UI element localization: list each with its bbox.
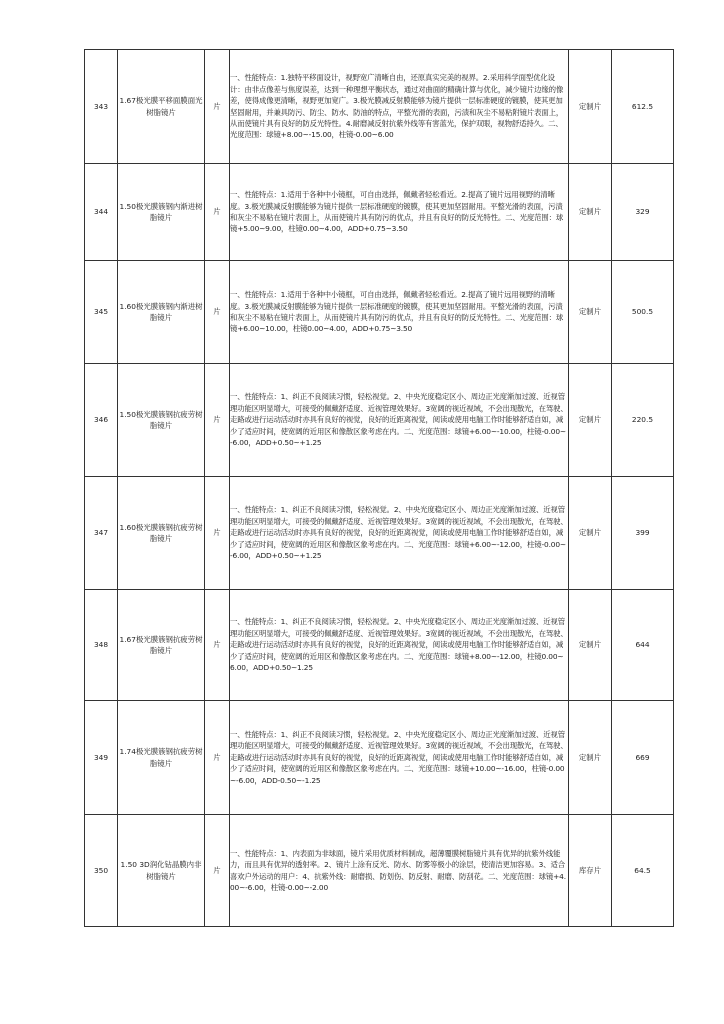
unit-price: 669	[612, 701, 674, 815]
product-name: 1.74极光膜簇钢抗疲劳树脂镜片	[118, 701, 205, 815]
unit: 片	[205, 364, 230, 477]
item-number: 343	[85, 50, 118, 164]
product-name: 1.60极光膜簇钢内渐进树脂镜片	[118, 261, 205, 364]
unit: 片	[205, 164, 230, 261]
unit: 片	[205, 701, 230, 815]
item-number: 349	[85, 701, 118, 815]
unit-price: 220.5	[612, 364, 674, 477]
unit-price: 399	[612, 477, 674, 590]
product-name: 1.60极光膜簇钢抗疲劳树脂镜片	[118, 477, 205, 590]
lens-type: 定制片	[569, 164, 612, 261]
product-description: 一、性能特点：1.适用于各种中小镜框，可自由选择，佩戴者轻松看近。2.提高了镜片远用视野的清晰度。3.极光膜减反射膜能够为镜片提供一层标准硬度的镀膜，使其更加坚固耐用。平整光滑的表面，污渍和灰尘不易粘在镜片表面上，从而使镜片具有防污的优点，并且有良好的防反光特性。二、光度范围：球镜+6.00~10.00，柱镜0.00~4.00，ADD+0.75~3.50	[230, 261, 569, 364]
table-row	[85, 815, 674, 927]
lens-type: 定制片	[569, 590, 612, 701]
table-row	[85, 701, 674, 815]
unit: 片	[205, 50, 230, 164]
lens-type: 定制片	[569, 477, 612, 590]
product-name: 1.67极光膜簇钢抗疲劳树脂镜片	[118, 590, 205, 701]
product-description: 一、性能特点：1、纠正不良阅读习惯，轻松视觉。2、中央光度稳定区小、周边正光度渐加过渡、近视管理功能区明显增大，可接受的佩戴舒适度、近视管理效果好。3宽阔的视近视域，不会出现散光，在驾驶、走路或进行运动活动时亦具有良好的视觉，良好的近距离视觉，阅读或使用电脑工作时能够舒适自如，减少了适应时间，使宽阔的近用区和像散区象考虑在内。二、光度范围：球镜+8.00~-12.00，柱镜0.00~6.00，ADD+0.50~1.25	[230, 590, 569, 701]
product-price-table	[84, 49, 674, 927]
unit-price: 612.5	[612, 50, 674, 164]
table-row	[85, 590, 674, 701]
product-name: 1.50极光膜簇钢内渐进树脂镜片	[118, 164, 205, 261]
product-description: 一、性能特点：1、内表面为非球面，镜片采用优质材料制成，超薄覆膜树脂镜片具有优异的抗紫外线能力，而且具有优异的透射率。2、镜片上涂有反光、防水、防雾等极小的涂层，使清洁更加容易。3、适合喜欢户外运动的用户：4、抗紫外线：耐磨损、防划伤、防反射、耐磨、防刮花。二、光度范围：球镜+4.00~-6.00，柱镜-0.00~-2.00	[230, 815, 569, 927]
item-number: 347	[85, 477, 118, 590]
unit: 片	[205, 590, 230, 701]
unit-price: 644	[612, 590, 674, 701]
lens-type: 库存片	[569, 815, 612, 927]
product-name: 1.50极光膜簇钢抗疲劳树脂镜片	[118, 364, 205, 477]
item-number: 344	[85, 164, 118, 261]
table-row	[85, 477, 674, 590]
table-row	[85, 164, 674, 261]
table-row	[85, 364, 674, 477]
unit-price: 64.5	[612, 815, 674, 927]
unit: 片	[205, 815, 230, 927]
item-number: 346	[85, 364, 118, 477]
product-description: 一、性能特点：1、纠正不良阅读习惯，轻松视觉。2、中央光度稳定区小、周边正光度渐加过渡、近视管理功能区明显增大，可接受的佩戴舒适度、近视管理效果好。3宽阔的视近视域，不会出现散光，在驾驶、走路或进行运动活动时亦具有良好的视觉，良好的近距离视觉，阅读或使用电脑工作时能够舒适自如，减少了适应时间，使宽阔的近用区和像散区象考虑在内。二、光度范围：球镜+6.00~-12.00，柱镜-0.00~-6.00，ADD+0.50~+1.25	[230, 477, 569, 590]
unit-price: 329	[612, 164, 674, 261]
unit: 片	[205, 261, 230, 364]
item-number: 350	[85, 815, 118, 927]
product-description: 一、性能特点：1、纠正不良阅读习惯，轻松视觉。2、中央光度稳定区小、周边正光度渐加过渡、近视管理功能区明显增大，可接受的佩戴舒适度、近视管理效果好。3宽阔的视近视域，不会出现散光，在驾驶、走路或进行运动活动时亦具有良好的视觉，良好的近距离视觉，阅读或使用电脑工作时能够舒适自如，减少了适应时间，使宽阔的近用区和像散区象考虑在内。二、光度范围：球镜+6.00~-10.00，柱镜-0.00~-6.00，ADD+0.50~+1.25	[230, 364, 569, 477]
item-number: 348	[85, 590, 118, 701]
unit: 片	[205, 477, 230, 590]
table-row	[85, 261, 674, 364]
product-description: 一、性能特点：1、纠正不良阅读习惯，轻松视觉。2、中央光度稳定区小、周边正光度渐加过渡、近视管理功能区明显增大，可接受的佩戴舒适度、近视管理效果好。3宽阔的视近视域，不会出现散光，在驾驶、走路或进行运动活动时亦具有良好的视觉，良好的近距离视觉，阅读或使用电脑工作时能够舒适自如，减少了适应时间，使宽阔的近用区和像散区象考虑在内。二、光度范围：球镜+10.00~-16.00，柱镜-0.00~-6.00，ADD-0.50~-1.25	[230, 701, 569, 815]
table-row	[85, 50, 674, 164]
lens-type: 定制片	[569, 261, 612, 364]
table-body	[85, 50, 674, 927]
lens-type: 定制片	[569, 50, 612, 164]
product-description: 一、性能特点：1.独特平移面设计，视野宽广清晰自由，还原真实完美的视界。2.采用科学面型优化设计：由非点像差与焦度误差，达到一种理想平衡状态，通过对曲面的精确计算与优化，减少镜片边缘的像差，使得成像更清晰，视野更加宽广。3.极光膜减反射膜能够为镜片提供一层标准硬度的镀膜，使其更加坚固耐用，并兼具防污、防尘、防水、防油的特点，平整光滑的表面，污渍和灰尘不易粘附镜片表面上，从而使镜片具有良好的防反光特性。4.耐磨减反射抗紫外线等有害蓝光，保护双眼，视物舒适持久。二、光度范围：球镜+8.00~-15.00，柱镜-0.00~6.00	[230, 50, 569, 164]
item-number: 345	[85, 261, 118, 364]
product-description: 一、性能特点：1.适用于各种中小镜框，可自由选择，佩戴者轻松看近。2.提高了镜片远用视野的清晰度。3.极光膜减反射膜能够为镜片提供一层标准硬度的镀膜，使其更加坚固耐用。平整光滑的表面，污渍和灰尘不易粘在镜片表面上，从而使镜片具有防污的优点，并且有良好的防反光特性。二、光度范围：球镜+5.00~9.00，柱镜0.00~4.00，ADD+0.75~3.50	[230, 164, 569, 261]
unit-price: 500.5	[612, 261, 674, 364]
lens-type: 定制片	[569, 701, 612, 815]
lens-type: 定制片	[569, 364, 612, 477]
product-name: 1.50 3D润化钻晶膜内非树脂镜片	[118, 815, 205, 927]
product-name: 1.67极光膜平移面膜面光树脂镜片	[118, 50, 205, 164]
